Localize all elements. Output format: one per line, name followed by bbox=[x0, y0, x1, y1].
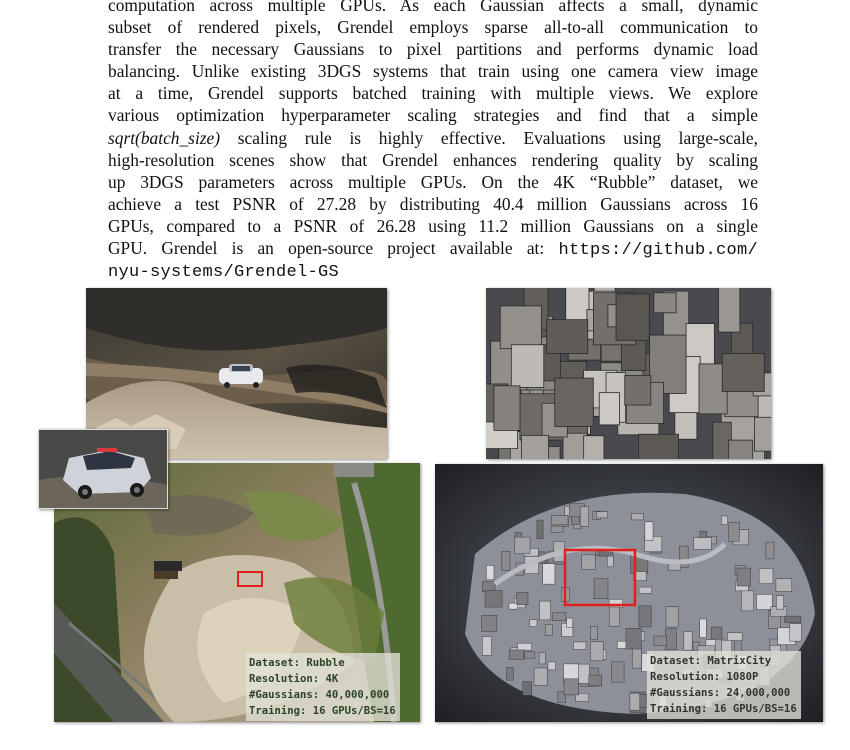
abstract-line: computation across multiple GPUs. As each Gaussian affects a small, dynamic bbox=[108, 0, 758, 15]
abstract-line: GPUs, compared to a PSNR of 26.28 using 11.2 million Gaussians on a single bbox=[108, 215, 758, 236]
abstract-line-text: GPU. Grendel is an open-source project available at: bbox=[108, 238, 545, 259]
matrixcity-info-box bbox=[647, 651, 801, 719]
abstract-line: at a time, Grendel supports batched training with multiple views. We explore bbox=[108, 83, 758, 104]
github-url-part2[interactable]: nyu-systems/Grendel-GS bbox=[108, 263, 340, 283]
abstract-line: high-resolution scenes show that Grendel enhances rendering quality by scaling bbox=[108, 149, 758, 170]
abstract-line-rest: scaling rule is highly effective. Evaluations using large-scale, bbox=[237, 127, 758, 148]
rubble-training-label: Training: 16 GPUs/BS=16 bbox=[249, 705, 396, 717]
abstract-line: balancing. Unlike existing 3DGS systems that train using one camera view image bbox=[108, 61, 758, 82]
abstract-line: transfer the necessary Gaussians to pixel partitions and performs dynamic load bbox=[108, 39, 758, 60]
city-dataset-label: Dataset: MatrixCity bbox=[650, 655, 772, 667]
abstract-line: various optimization hyperparameter scaling strategies and find that a simple bbox=[108, 105, 758, 126]
abstract-line-with-url bbox=[108, 237, 758, 259]
abstract-line-with-italic bbox=[108, 127, 758, 149]
abstract-line: achieve a test PSNR of 27.28 by distributing 40.4 million Gaussians across 16 bbox=[108, 193, 758, 214]
rubble-info-box bbox=[246, 653, 400, 721]
rubble-dataset-label: Dataset: Rubble bbox=[249, 657, 345, 669]
abstract-line: up 3DGS parameters across multiple GPUs. On the 4K “Rubble” dataset, we bbox=[108, 171, 758, 192]
abstract-line-url bbox=[108, 259, 758, 281]
italic-term: sqrt(batch_size) bbox=[108, 127, 221, 148]
abstract-text bbox=[108, 0, 758, 281]
rubble-resolution-label: Resolution: 4K bbox=[249, 673, 339, 685]
abstract-line: subset of rendered pixels, Grendel employs sparse all-to-all communication to bbox=[108, 17, 758, 38]
matrixcity-closeup-image bbox=[486, 288, 771, 459]
city-gaussians-label: #Gaussians: 24,000,000 bbox=[650, 687, 791, 699]
city-training-label: Training: 16 GPUs/BS=16 bbox=[650, 703, 797, 715]
rubble-gaussians-label: #Gaussians: 40,000,000 bbox=[249, 689, 390, 701]
city-resolution-label: Resolution: 1080P bbox=[650, 671, 759, 683]
rubble-car-inset-image bbox=[38, 429, 168, 509]
github-url-part1[interactable]: https://github.com/ bbox=[558, 241, 758, 261]
